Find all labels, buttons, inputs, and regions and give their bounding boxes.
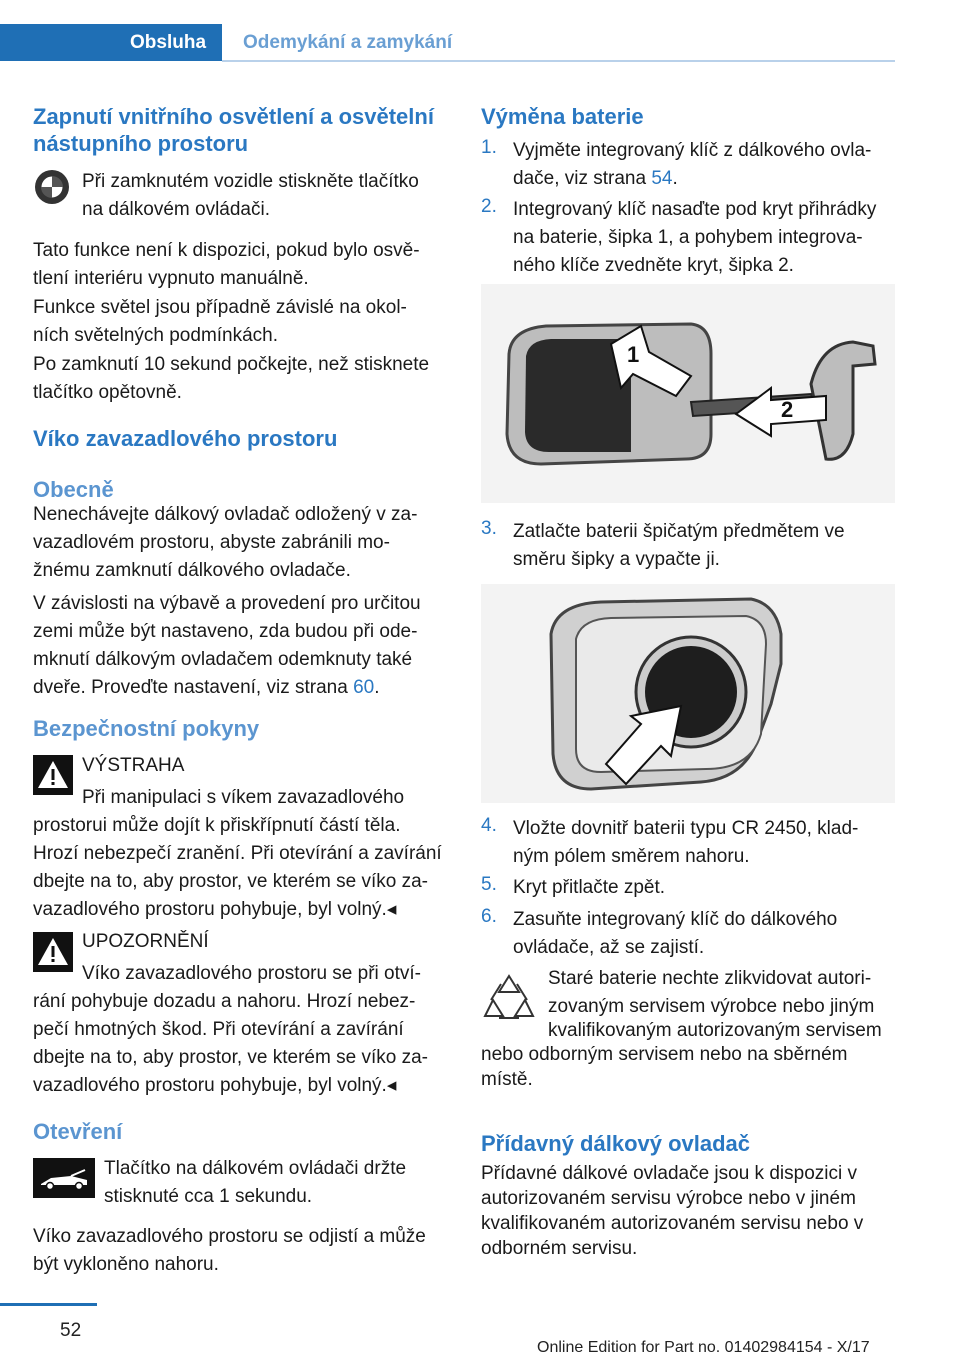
step-number: 2.: [481, 196, 497, 217]
extra-line: autorizovaném servisu výrobce nebo v jiném: [481, 1188, 856, 1209]
step-line: Vložte dovnitř baterii typu CR 2450, klad‐: [513, 818, 859, 839]
para-text: dveře. Proveďte nastavení, viz strana: [33, 677, 354, 698]
step-line: směru šipky a vypačte ji.: [513, 549, 720, 570]
warning-line: dbejte na to, aby prostor, ve kterém se víko za‐: [33, 871, 428, 892]
footer-divider: [0, 1303, 97, 1306]
caution-icon: [33, 932, 73, 972]
step-number: 6.: [481, 906, 497, 927]
bmw-logo-icon: [33, 168, 71, 206]
step-line: Zatlačte baterii špičatým předmětem ve: [513, 521, 845, 542]
recycle-line: Staré baterie nechte zlikvidovat autori‐: [548, 968, 872, 989]
step-line: Vyjměte integrovaný klíč z dálkového ovla‐: [513, 140, 872, 161]
para-text: .: [374, 677, 380, 698]
page-60-link[interactable]: 60: [353, 677, 375, 698]
extra-line: odborném servisu.: [481, 1238, 638, 1259]
open-line: stisknuté cca 1 sekundu.: [104, 1186, 313, 1207]
para-line: zemi může být nastaveno, zda budou při ode‐: [33, 621, 418, 642]
open-line: být vykloněno nahoru.: [33, 1254, 219, 1275]
step-line: Integrovaný klíč nasaďte pod kryt přihrádky: [513, 199, 877, 220]
caution-line: rání pohybuje dozadu a nahoru. Hrozí nebez‐: [33, 991, 416, 1012]
caution-title: UPOZORNĚNÍ: [82, 931, 209, 952]
open-line: Víko zavazadlového prostoru se odjistí a může: [33, 1226, 426, 1247]
heading-battery: Výměna baterie: [481, 104, 644, 129]
step-number: 3.: [481, 518, 497, 539]
warning-title: VÝSTRAHA: [82, 755, 185, 776]
step-line: ného klíče zvedněte kryt, šipka 2.: [513, 255, 794, 276]
caution-line: Víko zavazadlového prostoru se při otví‐: [82, 963, 422, 984]
recycle-line: kvalifikovaným autorizovaným servisem: [548, 1020, 882, 1041]
recycle-line: místě.: [481, 1069, 533, 1090]
tab-odemykani[interactable]: Odemykání a zamykání: [243, 32, 453, 53]
caution-line: pečí hmotných škod. Při otevírání a zavírání: [33, 1019, 404, 1040]
para-line: tlení interiéru vypnuto manuálně.: [33, 268, 309, 289]
para-line: Funkce světel jsou případně závislé na okol‐: [33, 297, 407, 318]
remote-text-2: na dálkovém ovládači.: [82, 199, 270, 220]
battery-removal-figure: [481, 584, 895, 803]
step-text: dače, viz strana: [513, 168, 652, 189]
heading-lighting-2: nástupního prostoru: [33, 131, 249, 156]
key-insertion-figure: [481, 284, 895, 503]
heading-lighting-1: Zapnutí vnitřního osvětlení a osvětelní: [33, 104, 434, 129]
para-line: Po zamknutí 10 sekund počkejte, než stisknete: [33, 354, 430, 375]
open-line: Tlačítko na dálkovém ovládači držte: [104, 1158, 407, 1179]
heading-trunk: Víko zavazadlového prostoru: [33, 426, 338, 451]
arrow-2-label: 1: [627, 342, 640, 367]
para-line: žnému zamknutí dálkového ovladače.: [33, 560, 351, 581]
heading-general: Obecně: [33, 477, 114, 502]
trunk-button-icon: [33, 1158, 95, 1198]
para-line: Nenechávejte dálkový ovladač odložený v za‐: [33, 504, 418, 525]
step-line: ným pólem směrem nahoru.: [513, 846, 750, 867]
warning-line: prostorui může dojít k přiskřípnutí částí těla.: [33, 815, 401, 836]
step-line: na baterie, šipka 1, a pohybem integrova‐: [513, 227, 863, 248]
step-number: 1.: [481, 137, 497, 158]
step-line: Zasuňte integrovaný klíč do dálkového: [513, 909, 838, 930]
warning-icon: [33, 755, 73, 795]
para-line-with-link: [33, 674, 379, 702]
heading-extra-remote: Přídavný dálkový ovladač: [481, 1131, 751, 1156]
warning-line: Při manipulaci s víkem zavazadlového: [82, 787, 405, 808]
header-divider: [222, 60, 895, 62]
para-line: vazadlovém prostoru, abyste zabránili mo‐: [33, 532, 390, 553]
step-line-with-link: [513, 165, 678, 193]
step-number: 4.: [481, 815, 497, 836]
warning-line: vazadlového prostoru pohybuje, byl volný.◂: [33, 899, 397, 920]
step-line: ovládače, až se zajistí.: [513, 937, 705, 958]
caution-line: vazadlového prostoru pohybuje, byl volný.◂: [33, 1075, 397, 1096]
caution-line: dbejte na to, aby prostor, ve kterém se víko za‐: [33, 1047, 428, 1068]
extra-line: Přídavné dálkové ovladače jsou k dispozici v: [481, 1163, 857, 1184]
recycle-line: nebo odborným servisem nebo na sběrném: [481, 1044, 848, 1065]
tab-obsluha-label: Obsluha: [130, 32, 207, 53]
heading-safety: Bezpečnostní pokyny: [33, 716, 260, 741]
arrow-1-label: 2: [781, 397, 794, 422]
page-number: 52: [60, 1320, 82, 1341]
step-line: Kryt přitlačte zpět.: [513, 877, 666, 898]
recycle-line: zovaným servisem výrobce nebo jiným: [548, 996, 875, 1017]
para-line: Tato funkce není k dispozici, pokud bylo osvě‐: [33, 240, 420, 261]
para-line: mknutí dálkovým ovladačem odemknuty také: [33, 649, 413, 670]
recycle-icon: [481, 970, 537, 1024]
step-text: .: [672, 168, 678, 189]
step-number: 5.: [481, 874, 497, 895]
para-line: V závislosti na výbavě a provedení pro určitou: [33, 593, 421, 614]
extra-line: kvalifikovaném autorizovaném servisu nebo v: [481, 1213, 864, 1234]
edition-note: Online Edition for Part no. 01402984154 - X/17: [537, 1339, 870, 1356]
para-line: tlačítko opětovně.: [33, 382, 182, 403]
para-line: ních světelných podmínkách.: [33, 325, 279, 346]
remote-text-1: Při zamknutém vozidle stiskněte tlačítko: [82, 171, 419, 192]
tab-obsluha[interactable]: [0, 24, 222, 61]
heading-open: Otevření: [33, 1119, 123, 1144]
page-54-link[interactable]: 54: [651, 168, 673, 189]
warning-line: Hrozí nebezpečí zranění. Při otevírání a zavírání: [33, 843, 442, 864]
